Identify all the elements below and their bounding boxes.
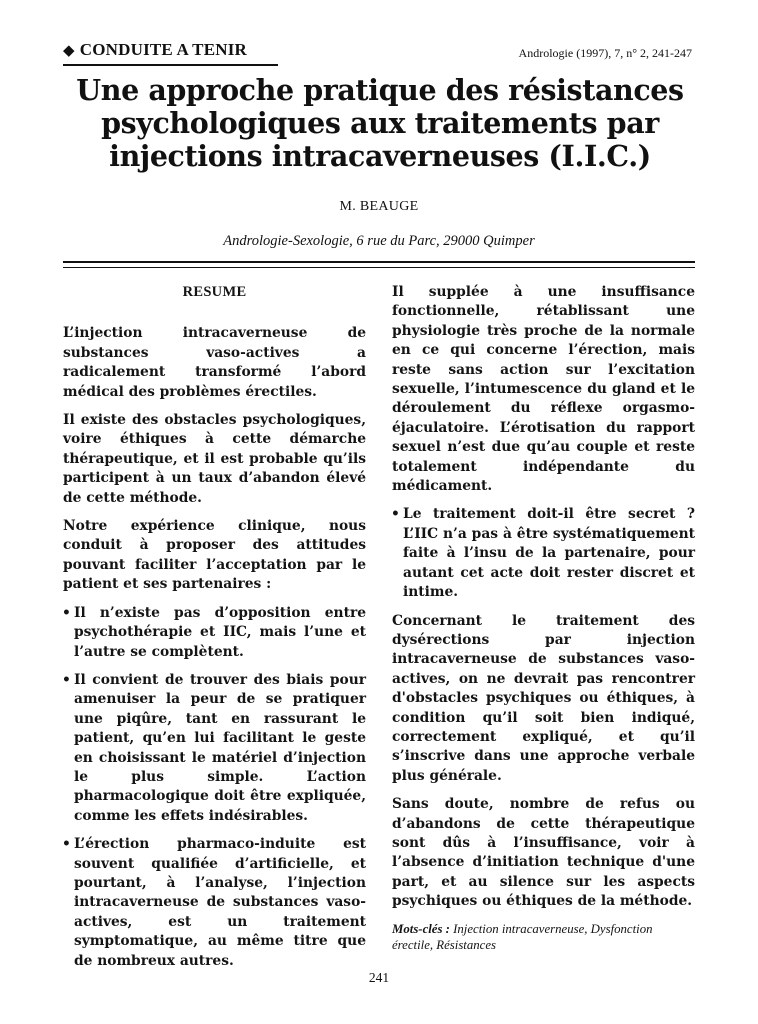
abstract-bullet: • Il convient de trouver des biais pour amenuiser la peur de se pratiquer une piqûre, tant en rassurant le patient, qu’en lui facilitant le geste en choisissant le matériel d’injection le plus simple. L’action pharmacologique doit être expliquée, comme les effets indésirables.: [63, 671, 366, 826]
abstract-paragraph: Notre expérience clinique, nous conduit à proposer des attitudes pouvant faciliter l’acceptation par le patient et ses partenaires :: [63, 518, 366, 593]
abstract-paragraph: Concernant le traitement des dysérections par injection intracaverneuse de substances vaso-actives, on ne devrait pas rencontrer d'obstacles psychiques ou éthiques, à condition qu’il soit bien indiqué, correctement expliqué, et qu’il s’inscrive dans une approche verbale plus générale.: [392, 612, 695, 784]
section-label-text: CONDUITE A TENIR: [79, 40, 248, 59]
keywords-list: Injection intracaverneuse, Dysfonction érectile, Résistances: [392, 921, 653, 952]
keywords: [392, 921, 695, 953]
abstract-right-column: [392, 283, 695, 953]
section-label-underline: [63, 64, 278, 66]
abstract-paragraph: Il existe des obstacles psychologiques, voire éthiques à cette démarche thérapeutique, et il est probable qu’ils participent à un taux d’abandon élevé de cette méthode.: [63, 412, 366, 506]
abstract-bullet: • Il n’existe pas d’opposition entre psychothérapie et IIC, mais l’une et l’autre se complètent.: [63, 604, 366, 662]
section-label: [63, 40, 278, 60]
abstract-bullet: • Le traitement doit-il être secret ? L’IIC n’a pas à être systématiquement faite à l’insu de la partenaire, pour autant cet acte doit rester discret et intime.: [392, 505, 695, 602]
article-affiliation: Andrologie-Sexologie, 6 rue du Parc, 29000 Quimper: [223, 233, 535, 249]
article-author: M. BEAUGE: [339, 199, 419, 214]
journal-citation: Andrologie (1997), 7, n° 2, 241-247: [518, 46, 692, 60]
abstract-paragraph: Sans doute, nombre de refus ou d’abandons de cette thérapeutique sont dûs à l’insuffisance, voir à l’absence d’initiation technique d'une part, et au silence sur les aspects psychiques ou éthiques de la méthode.: [392, 796, 695, 910]
abstract-left-column: [63, 283, 366, 980]
header-divider: [63, 261, 695, 268]
keywords-label: Mots-clés :: [392, 921, 450, 936]
diamond-icon: ◆: [63, 43, 75, 59]
page-number: 241: [368, 970, 390, 985]
article-title: Une approche pratique des résistances psychologiques aux traitements par injections intracaverneuses (I.I.C.): [76, 73, 684, 173]
abstract-paragraph-continued: Il supplée à une insuffisance fonctionnelle, rétablissant une physiologie très proche de la normale en ce qui concerne l’érection, mais reste sans action sur l’excitation sexuelle, l’intumescence du gland et le déroulement du réflexe orgasmo-éjaculatoire. L’érotisation du rapport sexuel n’est due qu’au couple et reste totalement indépendante du médicament.: [392, 284, 695, 495]
abstract-heading: RESUME: [182, 284, 247, 300]
abstract-paragraph: L’injection intracaverneuse de substances vaso-actives a radicalement transformé l’abord médical des problèmes érectiles.: [63, 325, 366, 400]
abstract-bullet: • L’érection pharmaco-induite est souvent qualifiée d’artificielle, et pourtant, à l’analyse, l’injection intracaverneuse de substances vaso-actives, est un traitement symptomatique, au même titre que de nombreux autres.: [63, 835, 366, 971]
